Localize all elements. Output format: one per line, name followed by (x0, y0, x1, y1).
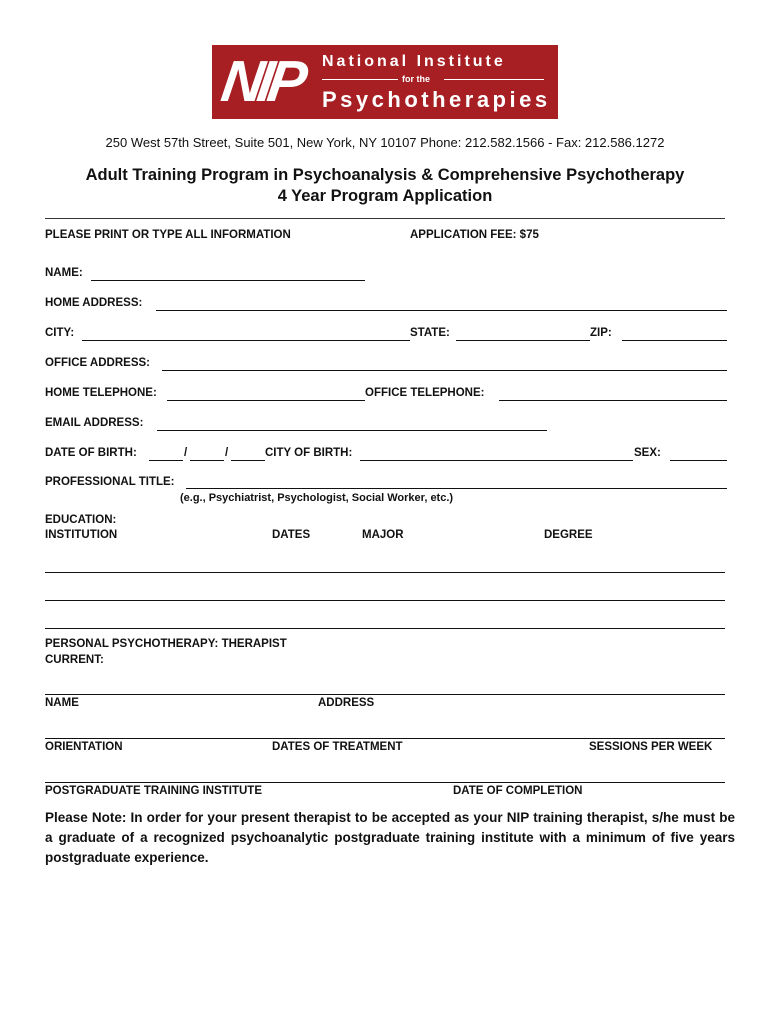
city-field[interactable] (82, 340, 410, 341)
home-address-label: HOME ADDRESS: (45, 297, 143, 309)
office-telephone-field[interactable] (499, 400, 727, 401)
education-row-field[interactable] (45, 600, 725, 601)
sex-field[interactable] (670, 460, 727, 461)
therapist-address-label: ADDRESS (318, 697, 375, 709)
date-of-completion-label: DATE OF COMPLETION (453, 785, 583, 797)
state-field[interactable] (456, 340, 590, 341)
training-institute-label: POSTGRADUATE TRAINING INSTITUTE (45, 785, 263, 797)
professional-title-hint: (e.g., Psychiatrist, Psychologist, Social Worker, etc.) (180, 492, 454, 504)
office-telephone-label: OFFICE TELEPHONE: (365, 387, 485, 399)
professional-title-label: PROFESSIONAL TITLE: (45, 476, 175, 488)
email-label: EMAIL ADDRESS: (45, 417, 144, 429)
orientation-label: ORIENTATION (45, 741, 123, 753)
home-telephone-field[interactable] (167, 400, 365, 401)
therapist-requirement-note: Please Note: In order for your present therapist to be accepted as your NIP training therapist, s/he must be a graduate of a recognized psychoanalytic postgraduate training institute with a minimum of five years postgraduate experience. (45, 810, 735, 865)
education-row-field[interactable] (45, 628, 725, 629)
dob-month-field[interactable] (149, 460, 183, 461)
education-col-major: MAJOR (362, 529, 404, 541)
state-label: STATE: (410, 327, 450, 339)
logo-divider (322, 79, 398, 80)
dob-separator: / (184, 447, 188, 459)
city-of-birth-field[interactable] (360, 460, 633, 461)
logo-mark: NIP (217, 49, 306, 114)
dob-day-field[interactable] (190, 460, 224, 461)
education-row-field[interactable] (45, 572, 725, 573)
instructions: PLEASE PRINT OR TYPE ALL INFORMATION (45, 229, 291, 241)
logo-line-2: for the (402, 74, 430, 84)
dates-of-treatment-label: DATES OF TREATMENT (272, 741, 403, 753)
zip-label: ZIP: (590, 327, 612, 339)
therapy-current-label: CURRENT: (45, 654, 104, 666)
home-address-field[interactable] (156, 310, 727, 311)
therapy-heading: PERSONAL PSYCHOTHERAPY: THERAPIST (45, 638, 287, 650)
dob-separator: / (225, 447, 229, 459)
therapist-name-address-field[interactable] (45, 694, 725, 695)
dob-year-field[interactable] (231, 460, 265, 461)
zip-field[interactable] (622, 340, 727, 341)
email-field[interactable] (157, 430, 547, 431)
name-label: NAME: (45, 267, 83, 279)
sex-label: SEX: (634, 447, 661, 459)
training-institute-field[interactable] (45, 782, 725, 783)
education-col-dates: DATES (272, 529, 311, 541)
office-address-field[interactable] (162, 370, 727, 371)
therapist-name-label: NAME (45, 697, 79, 709)
office-address-label: OFFICE ADDRESS: (45, 357, 150, 369)
sessions-per-week-label: SESSIONS PER WEEK (589, 741, 713, 753)
city-of-birth-label: CITY OF BIRTH: (265, 447, 353, 459)
logo-line-3: Psychotherapies (322, 87, 551, 112)
logo-divider (444, 79, 544, 80)
address-line: 250 West 57th Street, Suite 501, New York, NY 10107 Phone: 212.582.1566 - Fax: 212.586.1272 (105, 135, 665, 150)
form-subtitle: 4 Year Program Application (277, 187, 493, 205)
home-telephone-label: HOME TELEPHONE: (45, 387, 157, 399)
education-heading: EDUCATION: (45, 514, 117, 526)
city-label: CITY: (45, 327, 75, 339)
therapist-orientation-field[interactable] (45, 738, 725, 739)
education-col-institution: INSTITUTION (45, 529, 118, 541)
nip-logo (212, 45, 558, 119)
form-title: Adult Training Program in Psychoanalysis & Comprehensive Psychotherapy (85, 166, 685, 184)
logo-line-1: National Institute (322, 53, 506, 70)
professional-title-field[interactable] (186, 488, 727, 489)
header-rule (45, 218, 725, 219)
name-field[interactable] (91, 280, 365, 281)
application-fee: APPLICATION FEE: $75 (410, 229, 539, 241)
dob-label: DATE OF BIRTH: (45, 447, 137, 459)
education-col-degree: DEGREE (544, 529, 593, 541)
